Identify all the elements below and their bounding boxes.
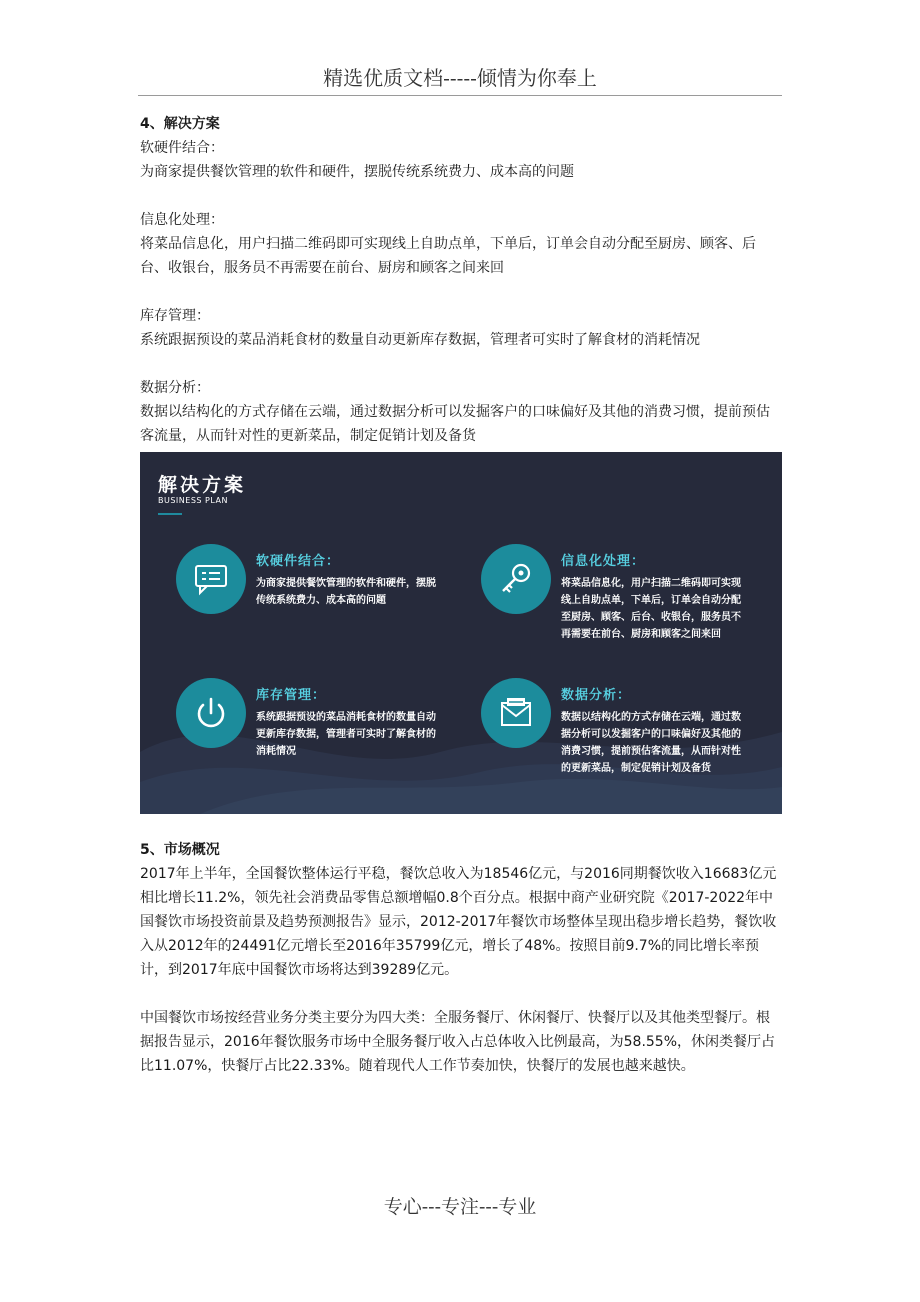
solution-label-hardware-software: 软硬件结合： xyxy=(140,140,224,156)
card-inventory xyxy=(176,678,466,798)
card-title: 信息化处理： xyxy=(561,554,646,569)
solution-text-inventory: 系统跟据预设的菜品消耗食材的数量自动更新库存数据，管理者可实时了解食材的消耗情况 xyxy=(140,332,700,348)
card-title: 软硬件结合： xyxy=(256,554,341,569)
section-heading-solution: 4、解决方案 xyxy=(140,116,220,132)
solution-text-informatization: 将菜品信息化，用户扫描二维码即可实现线上自助点单，下单后，订单会自动分配至厨房、顾客、后台、收银台，服务员不再需要在前台、厨房和顾客之间来回 xyxy=(140,236,756,276)
solution-text-data-analysis: 数据以结构化的方式存储在云端，通过数据分析可以发掘客户的口味偏好及其他的消费习惯，提前预估客流量，从而针对性的更新菜品，制定促销计划及备货 xyxy=(140,404,770,444)
card-data-analysis xyxy=(481,678,771,798)
document-body xyxy=(140,112,782,1078)
solution-label-informatization: 信息化处理： xyxy=(140,212,224,228)
card-text: 为商家提供餐饮管理的软件和硬件，摆脱传统系统费力、成本高的问题 xyxy=(256,578,436,606)
card-text: 将菜品信息化，用户扫描二维码即可实现线上自助点单，下单后，订单会自动分配至厨房、顾客、后台、收银台，服务员不再需要在前台、厨房和顾客之间来回 xyxy=(561,578,741,640)
paragraph-gap xyxy=(140,280,782,304)
chat-list-icon xyxy=(176,544,246,614)
solution-label-inventory: 库存管理： xyxy=(140,308,210,324)
section-heading-market: 5、市场概况 xyxy=(140,842,220,858)
paragraph-gap xyxy=(140,184,782,208)
card-hardware-software xyxy=(176,544,466,664)
solution-label-data-analysis: 数据分析： xyxy=(140,380,210,396)
power-icon xyxy=(176,678,246,748)
banner-subtitle: BUSINESS PLAN xyxy=(158,496,228,505)
card-title: 库存管理： xyxy=(256,688,327,703)
market-paragraph: 2017年上半年，全国餐饮整体运行平稳，餐饮总收入为18546亿元，与2016同期餐饮收入16683亿元相比增长11.2%，领先社会消费品零售总额增幅0.8个百分点。根据中商产业研究院《2017-2022年中国餐饮市场投资前景及趋势预测报告》显示，2012-2017年餐饮市场整体呈现出稳步增长趋势，餐饮收入从2012年的24491亿元增长至2016年35799亿元，增长了48%。按照目前9.7%的同比增长率预计，到2017年底中国餐饮市场将达到39289亿元。 xyxy=(140,866,777,978)
market-paragraph: 中国餐饮市场按经营业务分类主要分为四大类：全服务餐厅、休闲餐厅、快餐厅以及其他类型餐厅。根据报告显示，2016年餐饮服务市场中全服务餐厅收入占总体收入比例最高，为58.55%，休闲类餐厅占比11.07%，快餐厅占比22.33%。随着现代人工作节奏加快，快餐厅的发展也越来越快。 xyxy=(140,1010,776,1074)
page-header: 精选优质文档-----倾情为你奉上 xyxy=(138,62,782,96)
banner-title: 解决方案 xyxy=(158,474,247,496)
card-text: 系统跟据预设的菜品消耗食材的数量自动更新库存数据，管理者可实时了解食材的消耗情况 xyxy=(256,712,436,757)
solution-text-hardware-software: 为商家提供餐饮管理的软件和硬件，摆脱传统系统费力、成本高的问题 xyxy=(140,164,574,180)
paragraph-gap xyxy=(140,352,782,376)
paragraph-gap xyxy=(140,982,782,1006)
business-plan-banner xyxy=(140,452,782,814)
card-informatization xyxy=(481,544,771,664)
envelope-icon xyxy=(481,678,551,748)
banner-title-rule xyxy=(158,513,182,515)
key-icon xyxy=(481,544,551,614)
page-footer: 专心---专注---专业 xyxy=(383,1196,537,1218)
card-text: 数据以结构化的方式存储在云端，通过数据分析可以发掘客户的口味偏好及其他的消费习惯，提前预估客流量，从而针对性的更新菜品，制定促销计划及备货 xyxy=(561,712,741,774)
card-title: 数据分析： xyxy=(561,688,632,703)
